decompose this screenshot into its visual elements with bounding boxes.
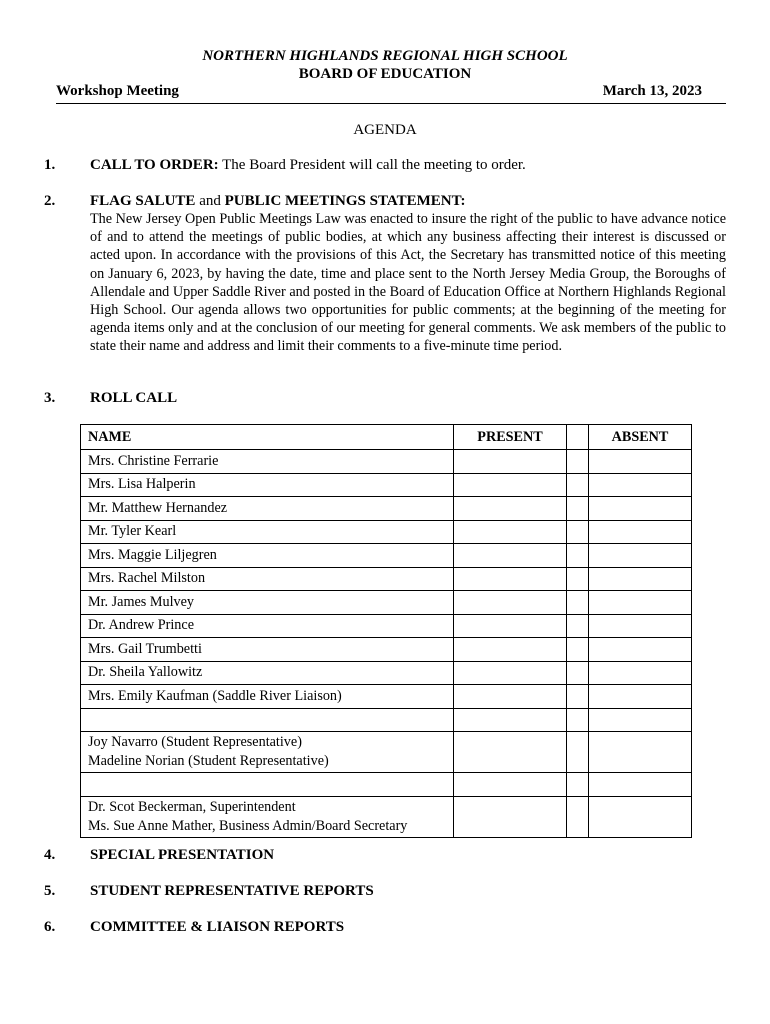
absent-cell[interactable] <box>589 796 692 837</box>
absent-cell[interactable] <box>589 520 692 544</box>
meeting-info-row <box>56 83 726 104</box>
absent-cell[interactable] <box>589 591 692 615</box>
blank-cell <box>81 773 454 797</box>
table-row <box>81 567 692 591</box>
item-title: COMMITTEE & LIAISON REPORTS <box>90 919 345 935</box>
table-row <box>81 638 692 662</box>
absent-cell[interactable] <box>589 544 692 568</box>
present-cell[interactable] <box>454 520 567 544</box>
column-header-absent: ABSENT <box>589 425 692 450</box>
member-name: Mrs. Emily Kaufman (Saddle River Liaison) <box>81 685 454 709</box>
board-name: BOARD OF EDUCATION <box>298 66 472 82</box>
absent-cell[interactable] <box>589 661 692 685</box>
item-title: ROLL CALL <box>90 390 178 406</box>
spacer-cell <box>567 708 589 732</box>
item-title-b: PUBLIC MEETINGS STATEMENT: <box>224 193 466 209</box>
spacer-cell <box>567 450 589 474</box>
item-number: 3. <box>44 390 56 406</box>
table-row <box>81 614 692 638</box>
item-title-a: FLAG SALUTE <box>90 193 196 209</box>
blank-cell <box>81 708 454 732</box>
member-name: Mrs. Christine Ferrarie <box>81 450 454 474</box>
spacer-cell <box>567 520 589 544</box>
column-header-name: NAME <box>81 425 454 450</box>
item-number: 5. <box>44 883 56 899</box>
item-joiner: and <box>195 193 225 209</box>
meeting-date: March 13, 2023 <box>602 83 702 99</box>
table-row <box>81 450 692 474</box>
item-heading <box>90 193 466 210</box>
absent-cell[interactable] <box>589 497 692 521</box>
table-row <box>81 591 692 615</box>
absent-cell[interactable] <box>589 567 692 591</box>
student-names-cell <box>81 732 454 773</box>
table-row <box>81 661 692 685</box>
member-name: Mrs. Maggie Liljegren <box>81 544 454 568</box>
roll-call-table <box>80 424 692 838</box>
present-cell[interactable] <box>454 544 567 568</box>
absent-cell[interactable] <box>589 708 692 732</box>
column-spacer <box>567 425 589 450</box>
spacer-cell <box>567 796 589 837</box>
blank-row <box>81 708 692 732</box>
spacer-cell <box>567 773 589 797</box>
member-name: Mr. Matthew Hernandez <box>81 497 454 521</box>
absent-cell[interactable] <box>589 473 692 497</box>
spacer-cell <box>567 473 589 497</box>
item-text: The Board President will call the meeting to order. <box>218 157 526 173</box>
item-number: 6. <box>44 919 56 935</box>
administrator-name: Dr. Scot Beckerman, Superintendent <box>88 798 296 815</box>
item-number: 4. <box>44 847 56 863</box>
absent-cell[interactable] <box>589 732 692 773</box>
present-cell[interactable] <box>454 450 567 474</box>
item-heading <box>90 157 526 174</box>
blank-row <box>81 773 692 797</box>
public-meetings-statement: The New Jersey Open Public Meetings Law was enacted to insure the right of the public to have advance notice of and to attend the meetings of public bodies, at which any business affecting their interest is discussed or acted upon. In accordance with the provisions of this Act, the Secretary has transmitted notice of this meeting on January 6, 2023, by having the date, time and place sent to the North Jersey Media Group, the Boroughs of Allendale and Upper Saddle River and posted in the Board of Education Office at Northern Highlands Regional High School. Our agenda allows two opportunities for public comments; at the beginning of the meeting for agenda items only and at the conclusion of our meeting for general comments. We ask members of the public to state their name and address and limit their comments to a five-minute time period. <box>90 211 726 355</box>
present-cell[interactable] <box>454 685 567 709</box>
spacer-cell <box>567 544 589 568</box>
absent-cell[interactable] <box>589 773 692 797</box>
present-cell[interactable] <box>454 732 567 773</box>
student-name: Madeline Norian (Student Representative) <box>88 753 329 769</box>
table-row <box>81 544 692 568</box>
present-cell[interactable] <box>454 473 567 497</box>
present-cell[interactable] <box>454 796 567 837</box>
spacer-cell <box>567 732 589 773</box>
meeting-type: Workshop Meeting <box>56 83 179 99</box>
present-cell[interactable] <box>454 614 567 638</box>
table-row <box>81 685 692 709</box>
member-name: Mr. James Mulvey <box>81 591 454 615</box>
student-rows <box>81 732 692 773</box>
present-cell[interactable] <box>454 661 567 685</box>
present-cell[interactable] <box>454 708 567 732</box>
absent-cell[interactable] <box>589 638 692 662</box>
present-cell[interactable] <box>454 591 567 615</box>
item-number: 2. <box>44 193 56 209</box>
member-name: Mr. Tyler Kearl <box>81 520 454 544</box>
spacer-cell <box>567 685 589 709</box>
agenda-title: AGENDA <box>353 122 417 138</box>
column-header-present: PRESENT <box>454 425 567 450</box>
spacer-cell <box>567 591 589 615</box>
member-name: Mrs. Rachel Milston <box>81 567 454 591</box>
present-cell[interactable] <box>454 773 567 797</box>
administration-names-cell <box>81 796 454 837</box>
table-row <box>81 497 692 521</box>
item-number: 1. <box>44 157 56 173</box>
absent-cell[interactable] <box>589 614 692 638</box>
table-header-row <box>81 425 692 450</box>
absent-cell[interactable] <box>589 450 692 474</box>
school-name: NORTHERN HIGHLANDS REGIONAL HIGH SCHOOL <box>202 48 568 64</box>
absent-cell[interactable] <box>589 685 692 709</box>
spacer-cell <box>567 567 589 591</box>
member-name: Dr. Sheila Yallowitz <box>81 661 454 685</box>
spacer-cell <box>567 614 589 638</box>
table-row <box>81 473 692 497</box>
spacer-cell <box>567 638 589 662</box>
student-name: Joy Navarro (Student Representative) <box>88 734 302 750</box>
member-name: Mrs. Gail Trumbetti <box>81 638 454 662</box>
present-cell[interactable] <box>454 638 567 662</box>
present-cell[interactable] <box>454 497 567 521</box>
item-title: STUDENT REPRESENTATIVE REPORTS <box>90 883 374 899</box>
item-title: CALL TO ORDER: <box>90 157 219 173</box>
member-name: Mrs. Lisa Halperin <box>81 473 454 497</box>
item-title: SPECIAL PRESENTATION <box>90 847 275 863</box>
spacer-cell <box>567 661 589 685</box>
administration-rows <box>81 796 692 837</box>
spacer-cell <box>567 497 589 521</box>
present-cell[interactable] <box>454 567 567 591</box>
member-name: Dr. Andrew Prince <box>81 614 454 638</box>
table-row <box>81 520 692 544</box>
administrator-name: Ms. Sue Anne Mather, Business Admin/Board Secretary <box>88 817 408 834</box>
